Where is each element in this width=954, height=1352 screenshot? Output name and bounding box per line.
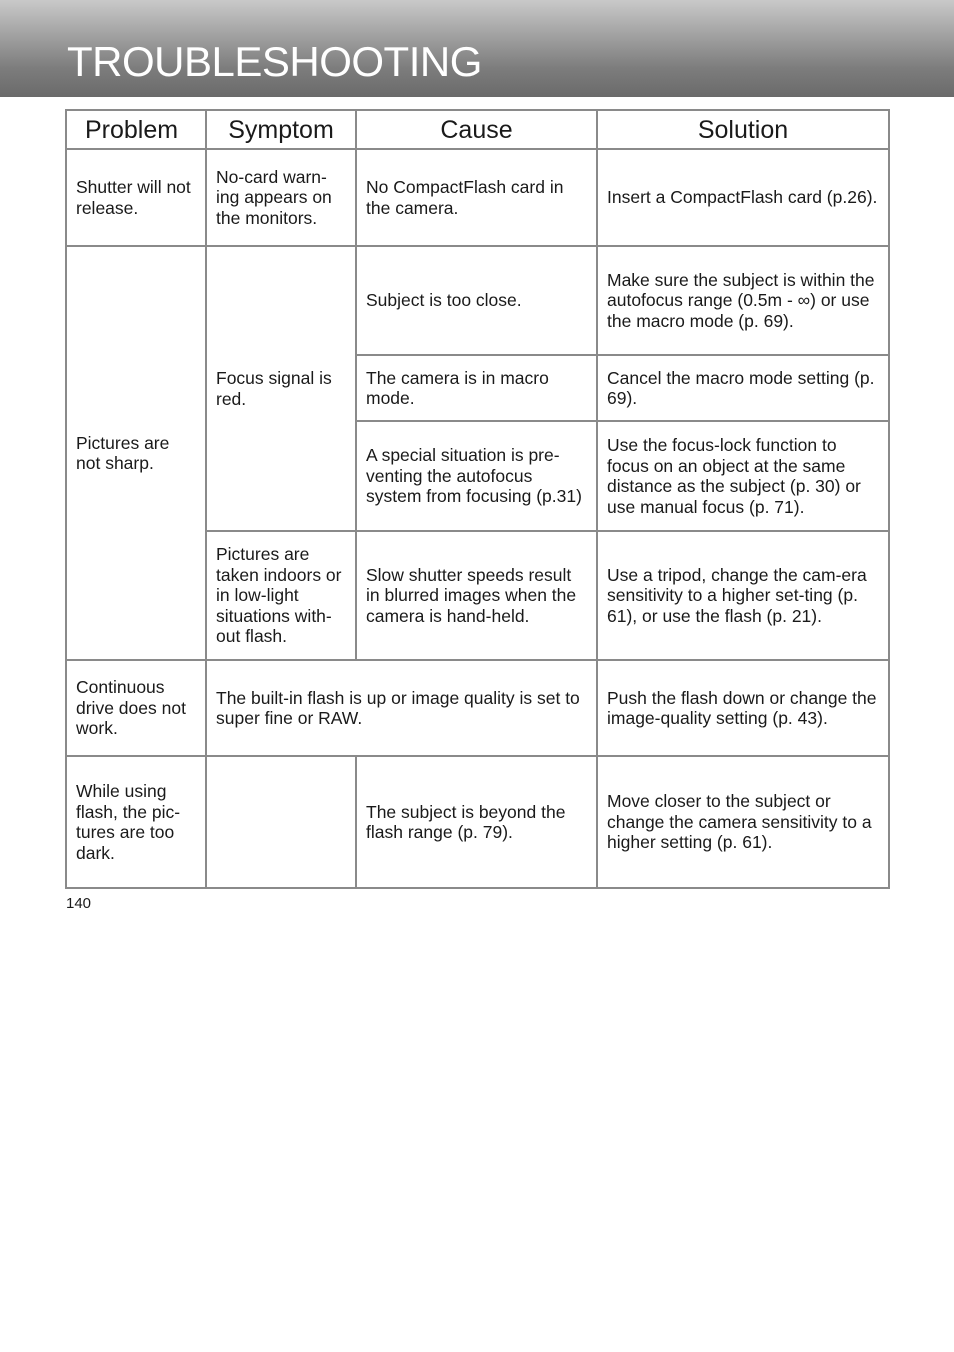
header-cause: Cause bbox=[356, 110, 597, 149]
page-title: TROUBLESHOOTING bbox=[67, 38, 482, 85]
solution-cell: Push the flash down or change the image-quality setting (p. 43). bbox=[597, 660, 889, 756]
solution-cell: Make sure the subject is within the autofocus range (0.5m - ∞) or use the macro mode (p. 69). bbox=[597, 246, 889, 355]
symptom-cause-cell: The built-in flash is up or image quality is set to super fine or RAW. bbox=[206, 660, 597, 756]
solution-cell: Use a tripod, change the cam-era sensitivity to a higher set-ting (p. 61), or use the flash (p. 21). bbox=[597, 531, 889, 660]
cause-cell: Subject is too close. bbox=[356, 246, 597, 355]
symptom-cell bbox=[206, 756, 356, 888]
solution-cell: Move closer to the subject or change the camera sensitivity to a higher setting (p. 61). bbox=[597, 756, 889, 888]
table-row bbox=[66, 246, 889, 355]
problem-cell: Shutter will not release. bbox=[66, 149, 206, 246]
solution-cell: Insert a CompactFlash card (p.26). bbox=[597, 149, 889, 246]
table-row bbox=[66, 149, 889, 246]
symptom-cell: Focus signal is red. bbox=[206, 246, 356, 531]
symptom-cell: Pictures are taken indoors or in low-light situations with-out flash. bbox=[206, 531, 356, 660]
problem-cell: While using flash, the pic-tures are too dark. bbox=[66, 756, 206, 888]
cause-cell: The camera is in macro mode. bbox=[356, 355, 597, 421]
header-symptom: Symptom bbox=[206, 110, 356, 149]
header-solution: Solution bbox=[597, 110, 889, 149]
table-header-row bbox=[66, 110, 889, 149]
problem-cell: Pictures are not sharp. bbox=[66, 246, 206, 660]
problem-cell: Continuous drive does not work. bbox=[66, 660, 206, 756]
symptom-cell: No-card warn-ing appears on the monitors. bbox=[206, 149, 356, 246]
table-row bbox=[66, 660, 889, 756]
cause-cell: No CompactFlash card in the camera. bbox=[356, 149, 597, 246]
page-number: 140 bbox=[66, 895, 92, 912]
header-problem: Problem bbox=[66, 110, 206, 149]
cause-cell: The subject is beyond the flash range (p. 79). bbox=[356, 756, 597, 888]
troubleshooting-table bbox=[65, 109, 890, 889]
cause-cell: Slow shutter speeds result in blurred images when the camera is hand-held. bbox=[356, 531, 597, 660]
solution-cell: Use the focus-lock function to focus on an object at the same distance as the subject (p. 30) or use manual focus (p. 71). bbox=[597, 421, 889, 531]
cause-cell: A special situation is pre-venting the autofocus system from focusing (p.31) bbox=[356, 421, 597, 531]
solution-cell: Cancel the macro mode setting (p. 69). bbox=[597, 355, 889, 421]
table-row bbox=[66, 756, 889, 888]
